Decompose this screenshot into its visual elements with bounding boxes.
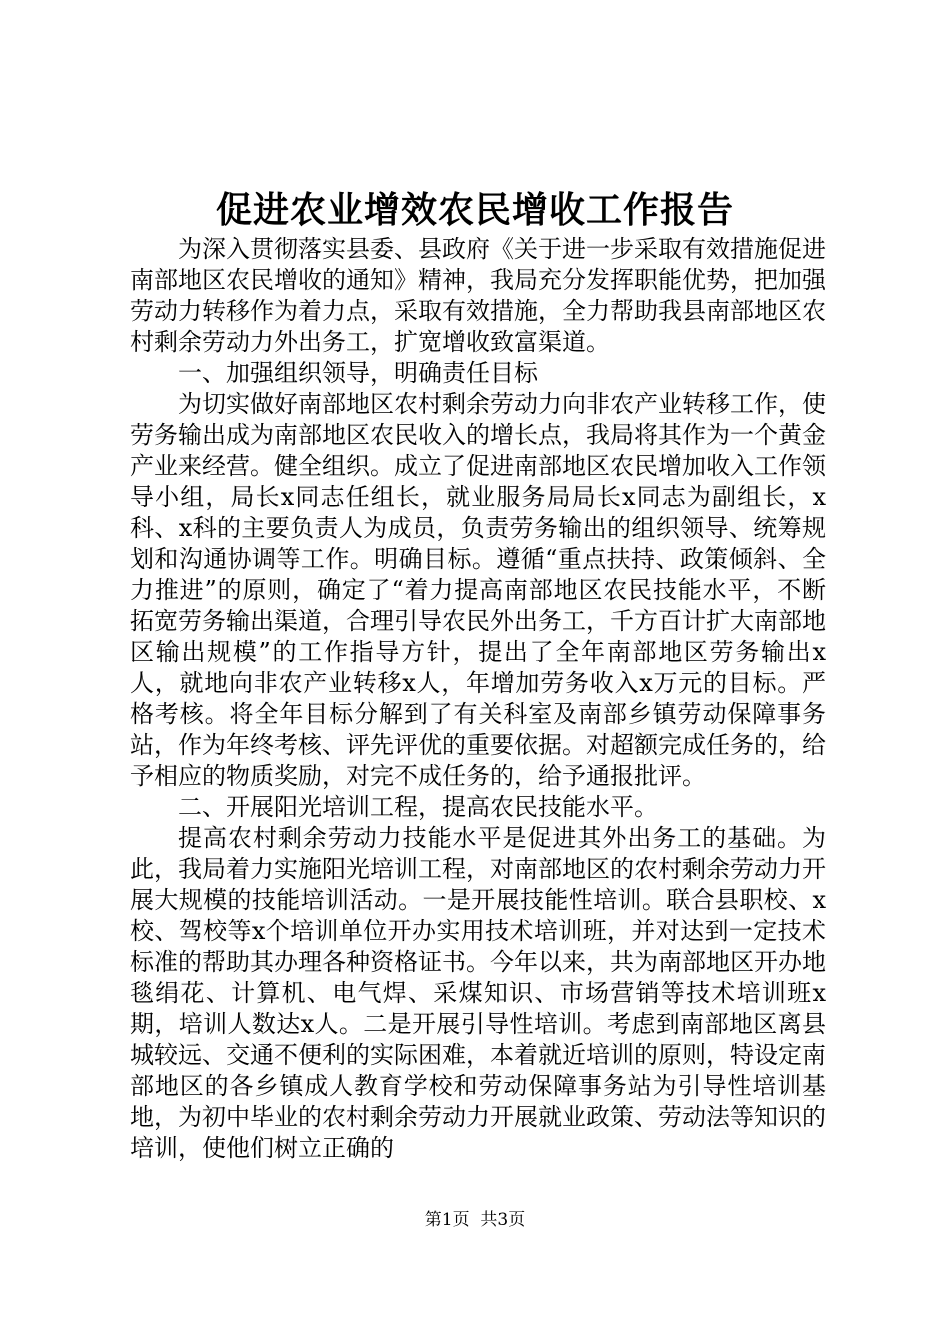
page-footer: 第1页 共3页 [424,1210,526,1230]
document-body [130,234,826,1164]
paragraph-intro: 为深入贯彻落实县委、县政府《关于进一步采取有效措施促进南部地区农民增收的通知》精神，我局充分发挥职能优势，把加强劳动力转移作为着力点，采取有效措施，全力帮助我县南部地区农村剩余劳动力外出务工，扩宽增收致富渠道。 [130,235,826,356]
section-heading-2: 二、开展阳光培训工程，提高农民技能水平。 [178,793,658,821]
section-heading-1: 一、加强组织领导，明确责任目标 [178,359,538,387]
document-title: 促进农业增效农民增收工作报告 [215,189,734,231]
paragraph-section-1: 为切实做好南部地区农村剩余劳动力向非农产业转移工作，使劳务输出成为南部地区农民收入的增长点，我局将其作为一个黄金产业来经营。健全组织。成立了促进南部地区农民增加收入工作领导小组，局长x同志任组长，就业服务局局长x同志为副组长，x科、x科的主要负责人为成员，负责劳务输出的组织领导、统筹规划和沟通协调等工作。明确目标。遵循“重点扶持、政策倾斜、全力推进”的原则，确定了“着力提高南部地区农民技能水平，不断拓宽劳务输出渠道，合理引导农民外出务工，千方百计扩大南部地区输出规模”的工作指导方针，提出了全年南部地区劳务输出x人，就地向非农产业转移x人，年增加劳务收入x万元的目标。严格考核。将全年目标分解到了有关科室及南部乡镇劳动保障事务站，作为年终考核、评先评优的重要依据。对超额完成任务的，给予相应的物质奖励，对完不成任务的，给予通报批评。 [130,390,826,790]
paragraph-section-2: 提高农村剩余劳动力技能水平是促进其外出务工的基础。为此，我局着力实施阳光培训工程，对南部地区的农村剩余劳动力开展大规模的技能培训活动。一是开展技能性培训。联合县职校、x校、驾校等x个培训单位开办实用技术培训班，并对达到一定技术标准的帮助其办理各种资格证书。今年以来，共为南部地区开办地毯绢花、计算机、电气焊、采煤知识、市场营销等技术培训班x期，培训人数达x人。二是开展引导性培训。考虑到南部地区离县城较远、交通不便利的实际困难，本着就近培训的原则，特设定南部地区的各乡镇成人教育学校和劳动保障事务站为引导性培训基地，为初中毕业的农村剩余劳动力开展就业政策、劳动法等知识的培训，使他们树立正确的 [130,824,826,1162]
